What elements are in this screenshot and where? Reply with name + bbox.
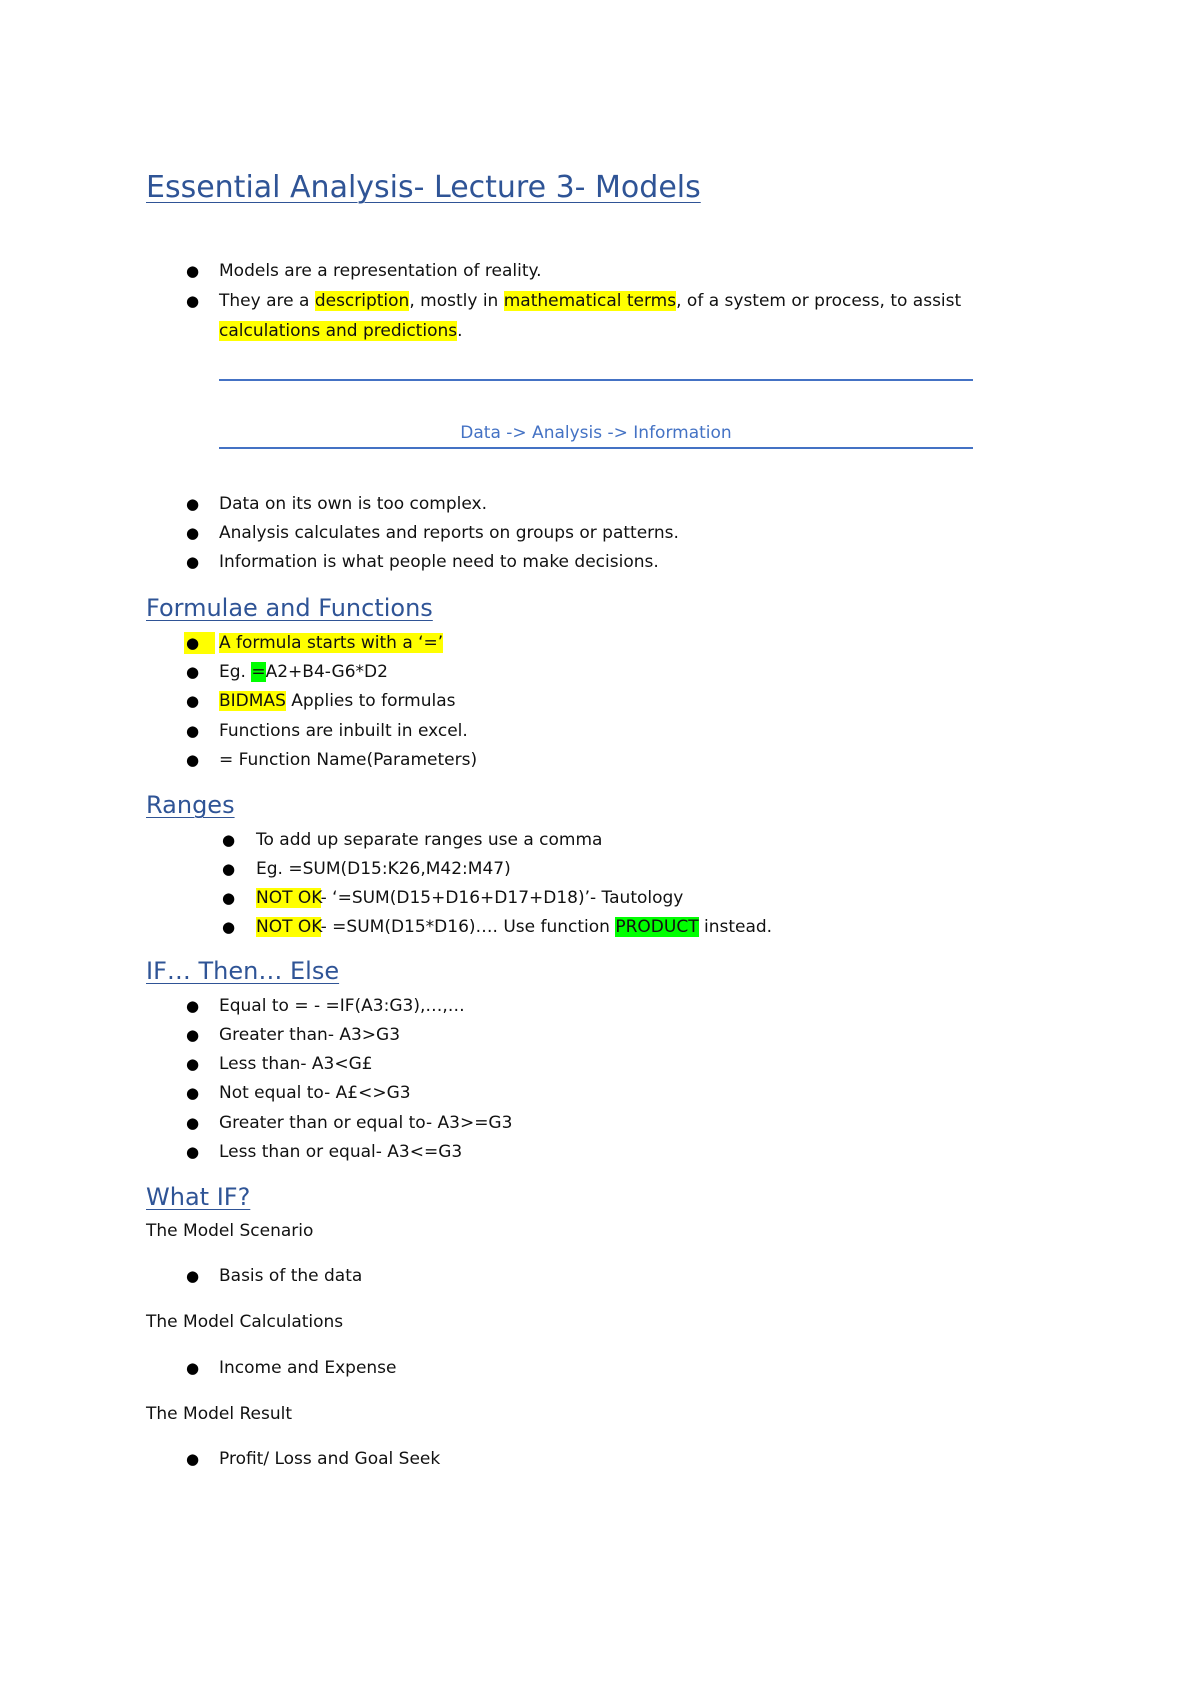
quote-top-rule	[219, 379, 973, 381]
highlighted-text: =	[251, 662, 266, 682]
bullet-icon: ●	[186, 495, 200, 513]
bullet-icon: ●	[186, 1114, 200, 1132]
bullet-icon: ●	[222, 918, 236, 936]
page-title: Essential Analysis- Lecture 3- Models	[146, 170, 701, 205]
bullet-icon: ●	[186, 692, 200, 710]
list-item: Equal to = - =IF(A3:G3),…,…	[219, 996, 465, 1016]
bullet-icon: ●	[222, 831, 236, 849]
highlighted-text: PRODUCT	[615, 917, 699, 937]
bullet-icon: ●	[184, 632, 215, 654]
bullet-icon: ●	[186, 1055, 200, 1073]
bullet-icon: ●	[186, 1267, 200, 1285]
text-run: - ‘=SUM(D15+D16+D17+D18)’- Tautology	[320, 888, 684, 908]
list-item: Greater than- A3>G3	[219, 1025, 401, 1045]
list-item: Eg. =SUM(D15:K26,M42:M47)	[256, 859, 511, 879]
list-item: Profit/ Loss and Goal Seek	[219, 1449, 441, 1469]
highlighted-text: description	[314, 291, 410, 311]
text-run: , mostly in	[409, 291, 504, 311]
paragraph: The Model Calculations	[146, 1312, 344, 1332]
text-run: - =SUM(D15*D16)…. Use function	[320, 917, 616, 937]
bullet-icon: ●	[186, 292, 200, 310]
quote-bottom-rule	[219, 447, 973, 449]
text-run: , of a system or process, to assist	[676, 291, 962, 311]
highlighted-text: mathematical terms	[503, 291, 677, 311]
text-run: Eg.	[219, 662, 252, 682]
bullet-icon: ●	[186, 524, 200, 542]
paragraph: The Model Scenario	[146, 1221, 314, 1241]
bullet-icon: ●	[222, 860, 236, 878]
highlighted-text: NOT OK	[256, 888, 321, 908]
list-item: Not equal to- A£<>G3	[219, 1083, 411, 1103]
list-item	[219, 632, 443, 654]
list-item: Less than- A3<G£	[219, 1054, 373, 1074]
intense-quote: Data -> Analysis -> Information	[460, 423, 732, 443]
bullet-icon: ●	[186, 663, 200, 681]
bullet-icon: ●	[222, 889, 236, 907]
highlighted-text: NOT OK	[256, 917, 321, 937]
section-heading-what-if: What IF?	[146, 1183, 251, 1211]
list-item	[219, 661, 388, 683]
bullet-icon: ●	[186, 751, 200, 769]
list-item	[219, 290, 961, 312]
list-item	[256, 916, 772, 938]
bullet-icon: ●	[186, 997, 200, 1015]
text-run: A	[219, 633, 237, 653]
highlighted-text: BIDMAS	[219, 691, 286, 711]
section-heading-ranges: Ranges	[146, 791, 235, 819]
list-item: Basis of the data	[219, 1266, 363, 1286]
text-run: Applies to formulas	[285, 691, 456, 711]
text-run: instead.	[698, 917, 773, 937]
bullet-icon: ●	[186, 262, 200, 280]
text-run: They are a	[219, 291, 315, 311]
bullet-icon: ●	[186, 722, 200, 740]
list-item	[256, 887, 683, 909]
highlighted-text: calculations and predictions	[219, 321, 458, 341]
bullet-icon: ●	[186, 1084, 200, 1102]
bullet-icon: ●	[186, 1359, 200, 1377]
list-item: Functions are inbuilt in excel.	[219, 721, 468, 741]
list-item: = Function Name(Parameters)	[219, 750, 478, 770]
list-item: Analysis calculates and reports on groups or patterns.	[219, 523, 679, 543]
list-item	[219, 690, 456, 712]
bullet-icon: ●	[186, 553, 200, 571]
highlighted-text: formula starts with a ‘=’	[236, 633, 444, 653]
list-item: Income and Expense	[219, 1358, 397, 1378]
section-heading-formulae: Formulae and Functions	[146, 594, 433, 622]
list-item: Models are a representation of reality.	[219, 261, 542, 281]
list-item: Information is what people need to make decisions.	[219, 552, 659, 572]
list-item-continuation	[219, 320, 463, 342]
section-heading-if-then-else: IF… Then… Else	[146, 957, 340, 985]
list-item: Data on its own is too complex.	[219, 494, 488, 514]
paragraph: The Model Result	[146, 1404, 292, 1424]
list-item: Less than or equal- A3<=G3	[219, 1142, 463, 1162]
bullet-icon: ●	[186, 1143, 200, 1161]
text-run: .	[457, 321, 463, 341]
text-run: A2+B4-G6*D2	[265, 662, 388, 682]
list-item: To add up separate ranges use a comma	[256, 830, 603, 850]
bullet-icon: ●	[186, 1450, 200, 1468]
bullet-icon: ●	[186, 1026, 200, 1044]
list-item: Greater than or equal to- A3>=G3	[219, 1113, 513, 1133]
